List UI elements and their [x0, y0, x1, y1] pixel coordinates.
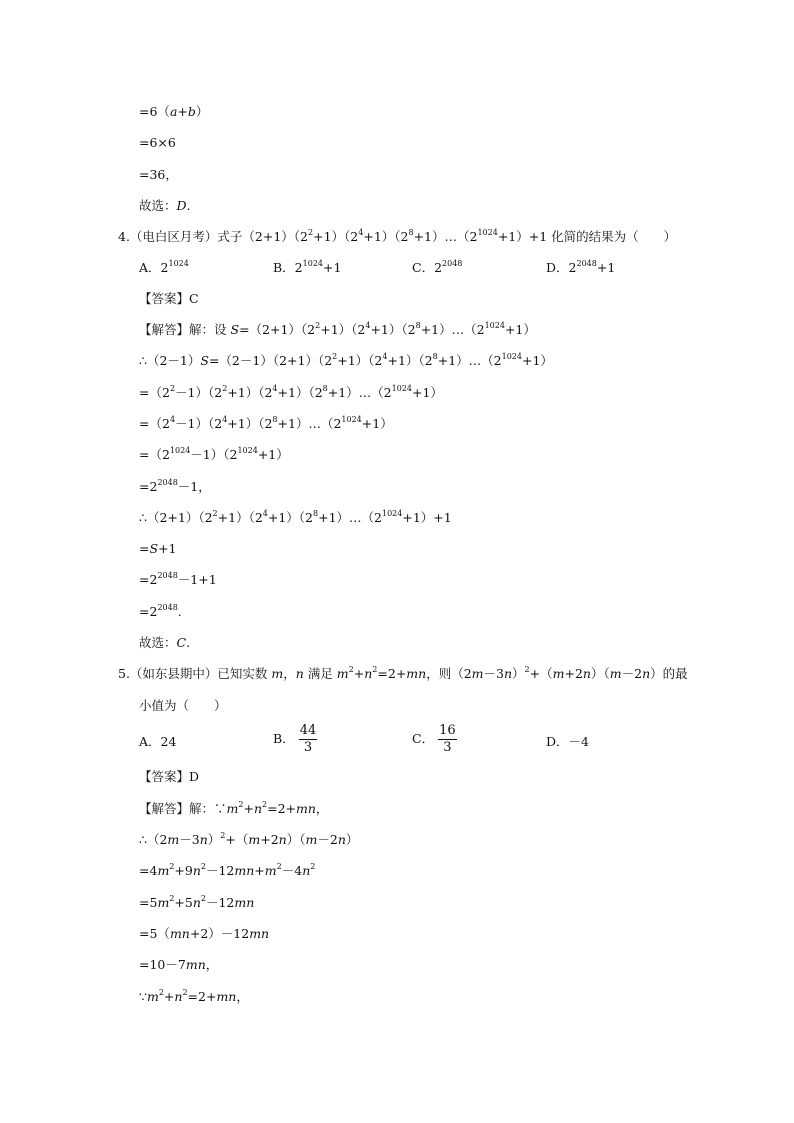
- q5-solution-4: $=5m^2+5n^2-12mn$: [139, 894, 255, 910]
- q4-option-a: A．$2^{1024}$: [139, 259, 189, 275]
- q5-answer: 【答案】D: [139, 769, 200, 784]
- q4-solution-10: $=2^{2048}$.: [139, 603, 182, 619]
- q4-option-b: B．$2^{1024}+1$: [273, 259, 342, 275]
- q5-stem-line-2: 小值为（ ）: [139, 698, 227, 713]
- q5-option-a: A．24: [139, 734, 177, 749]
- q4-solution-5: $=(2^{1024}-1)(2^{1024}+1)$: [139, 446, 289, 462]
- q4-option-c: C．$2^{2048}$: [412, 259, 463, 275]
- q4-solution-2: $\therefore(2-1)S=(2-1)(2+1)(2^2+1)(2^4+1)(2^8+1)\dots(2^{1024}+1)$: [139, 352, 553, 368]
- q4-solution-6: $=2^{2048}-1$，: [139, 478, 211, 494]
- q5-solution-5: =5（mn+2）－12mn: [139, 926, 270, 941]
- q4-conclusion: 故选：C.: [139, 635, 191, 650]
- q4-option-d: D．$2^{2048}+1$: [546, 259, 616, 275]
- q4-solution-8: =S+1: [139, 541, 177, 556]
- q5-option-c-fraction: $\frac{16}{3}$: [439, 723, 456, 755]
- q4-solution-7: $\therefore(2+1)(2^2+1)(2^4+1)(2^8+1)\dots(2^{1024}+1)+1$: [139, 509, 452, 525]
- q4-solution-3: $=(2^2-1)(2^2+1)(2^4+1)(2^8+1)\dots(2^{1024}+1)$: [139, 384, 443, 400]
- q3-step-2: =6×6: [139, 135, 176, 150]
- q4-options: [139, 258, 659, 292]
- q5-option-d: D．－4: [546, 734, 589, 749]
- q5-option-c: C． $\frac{16}{3}$: [412, 723, 456, 755]
- q5-stem-line-1: 5.（如东县期中）已知实数 m，n 满足 $m^2+n^2=2+mn$，则$(2m-3n)^2+(m+2n)(m-2n)$的最: [118, 665, 688, 681]
- q5-option-b: B． $\frac{44}{3}$: [273, 723, 317, 755]
- q3-conclusion: 故选：D.: [139, 198, 191, 213]
- q4-stem: 4.（电白区月考）式子$(2+1)(2^2+1)(2^4+1)(2^8+1)\dots(2^{1024}+1)+1$ 化简的结果为（ ）: [118, 228, 677, 244]
- q4-solution-9: $=2^{2048}-1+1$: [139, 571, 217, 587]
- q4-solution-4: $=(2^4-1)(2^4+1)(2^8+1)\dots(2^{1024}+1)$: [139, 415, 393, 431]
- q5-solution-3: $=4m^2+9n^2-12mn+m^2-4n^2$: [139, 862, 316, 878]
- q4-solution-1: 【解答】解：设 $S=(2+1)(2^2+1)(2^4+1)(2^8+1)\dots(2^{1024}+1)$: [139, 321, 536, 337]
- q4-answer: 【答案】C: [139, 291, 199, 306]
- q5-options: [139, 723, 659, 757]
- q5-solution-2: $\therefore(2m-3n)^2+(m+2n)(m-2n)$: [139, 831, 359, 847]
- q3-step-3: =36，: [139, 167, 178, 182]
- q5-option-b-fraction: $\frac{44}{3}$: [299, 723, 317, 755]
- q3-step-1: =6（a+b）: [139, 104, 209, 119]
- q5-solution-6: =10－7mn，: [139, 957, 219, 972]
- q5-solution-7: $\because m^2+n^2=2+mn$，: [139, 988, 249, 1004]
- q5-solution-1: 【解答】解：$\because m^2+n^2=2+mn$，: [139, 800, 329, 816]
